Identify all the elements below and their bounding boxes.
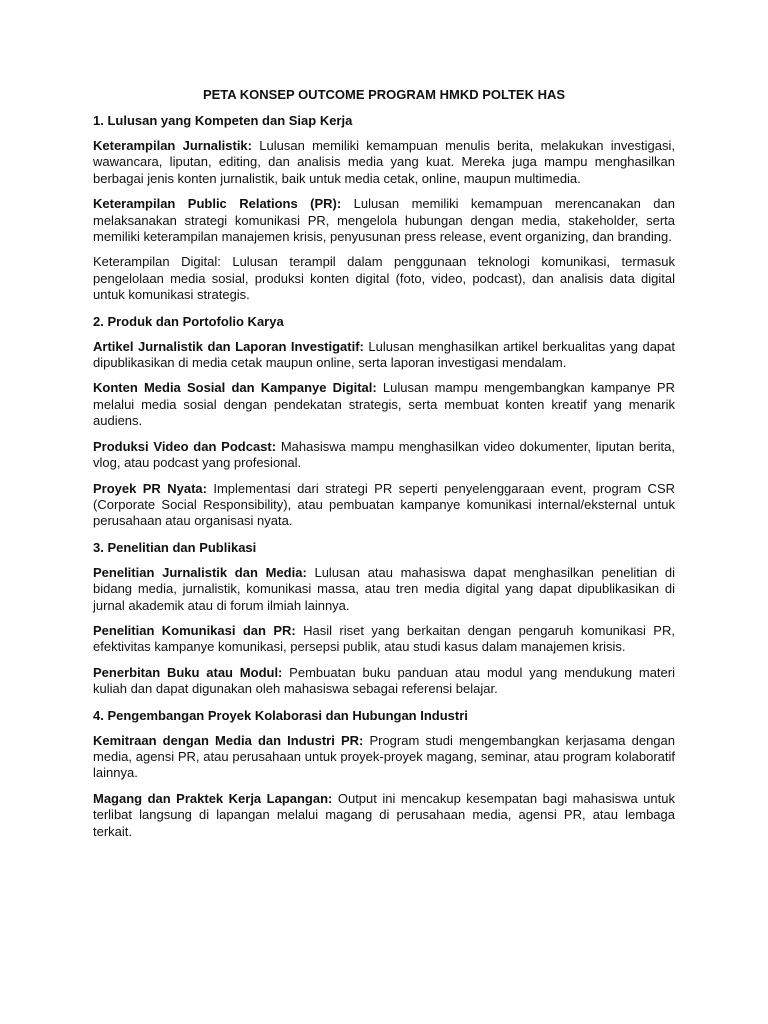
paragraph-text: Lulusan memiliki kemampuan merencanakan dan melaksanakan strategi komunikasi PR, mengelola hubungan dengan media, stakeholder, serta memiliki keterampilan manajemen krisis, penyusunan press release, event organizing, dan branding. xyxy=(93,196,675,245)
paragraph-text: Output ini mencakup kesempatan bagi mahasiswa untuk terlibat langsung di lapangan melalui magang di perusahaan media, agensi PR, atau lembaga terkait. xyxy=(93,790,675,839)
paragraph-term: Penelitian Jurnalistik dan Media: xyxy=(93,564,307,580)
paragraph-text: Lulusan menghasilkan artikel berkualitas yang dapat dipublikasikan di media cetak maupun online, serta laporan investigasi mendalam. xyxy=(93,338,675,371)
section-heading: 3. Penelitian dan Publikasi xyxy=(93,539,257,555)
paragraph-term: Keterampilan Jurnalistik: xyxy=(93,138,252,153)
paragraph-term: Penerbitan Buku atau Modul: xyxy=(93,664,283,680)
paragraph-text: Pembuatan buku panduan atau modul yang mendukung materi kuliah dan dapat digunakan oleh mahasiswa sebagai referensi belajar. xyxy=(93,664,675,697)
paragraph-text: Mahasiswa mampu menghasilkan video dokumenter, liputan berita, vlog, atau podcast yang profesional. xyxy=(93,438,675,471)
paragraph-text: Lulusan memiliki kemampuan menulis berita, melakukan investigasi, wawancara, liputan, editing, dan analisis media yang kuat. Mereka juga mampu menghasilkan berbagai jenis konten jurnalistik, baik untuk media cetak, online, maupun multimedia. xyxy=(93,138,676,186)
paragraph-proyek-pr xyxy=(93,481,675,530)
section-proyek-kolaborasi xyxy=(93,707,675,840)
paragraph-artikel-jurnalistik xyxy=(93,339,675,372)
paragraph-penelitian-jurnalistik xyxy=(93,565,675,614)
paragraph-term: Artikel Jurnalistik dan Laporan Investigatif: xyxy=(93,338,364,354)
section-lulusan-kompeten xyxy=(93,112,675,304)
paragraph-keterampilan-pr xyxy=(93,196,675,245)
section-heading: 4. Pengembangan Proyek Kolaborasi dan Hubungan Industri xyxy=(93,707,468,723)
paragraph-kemitraan-media xyxy=(93,733,675,782)
section-produk-portofolio xyxy=(93,313,675,530)
paragraph-konten-media-sosial xyxy=(93,380,675,429)
paragraph-term: Konten Media Sosial dan Kampanye Digital: xyxy=(93,380,377,396)
paragraph-term: Proyek PR Nyata: xyxy=(93,480,207,496)
paragraph-text: Lulusan atau mahasiswa dapat menghasilkan penelitian di bidang media, jurnalistik, komunikasi massa, atau tren media digital yang dapat dipublikasikan di jurnal akademik atau di forum ilmiah lainnya. xyxy=(93,564,675,613)
paragraph-term: Keterampilan Public Relations (PR): xyxy=(93,196,342,212)
paragraph-term: Produksi Video dan Podcast: xyxy=(93,438,277,454)
paragraph-term: Penelitian Komunikasi dan PR: xyxy=(93,622,296,638)
paragraph-magang xyxy=(93,791,675,840)
paragraph-penelitian-komunikasi xyxy=(93,623,675,656)
paragraph-text: Hasil riset yang berkaitan dengan pengaruh komunikasi PR, efektivitas kampanye komunikasi, persepsi publik, atau studi kasus dalam manajemen krisis. xyxy=(93,622,675,655)
paragraph-text: Lulusan mampu mengembangkan kampanye PR melalui media sosial dengan pendekatan strategis, serta membuat konten kreatif yang menarik audiens. xyxy=(93,380,675,429)
document-page xyxy=(93,86,675,849)
paragraph-text: Program studi mengembangkan kerjasama dengan media, agensi PR, atau perusahaan untuk proyek-proyek magang, seminar, atau program kolaboratif lainnya. xyxy=(93,732,675,781)
paragraph-keterampilan-jurnalistik xyxy=(93,138,675,187)
paragraph-penerbitan-buku xyxy=(93,665,675,698)
section-heading: 1. Lulusan yang Kompeten dan Siap Kerja xyxy=(93,113,353,128)
section-penelitian-publikasi xyxy=(93,539,675,698)
section-heading: 2. Produk dan Portofolio Karya xyxy=(93,313,284,329)
paragraph-term: Magang dan Praktek Kerja Lapangan: xyxy=(93,790,333,806)
document-title: PETA KONSEP OUTCOME PROGRAM HMKD POLTEK HAS xyxy=(202,87,566,102)
paragraph-term: Kemitraan dengan Media dan Industri PR: xyxy=(93,732,364,748)
paragraph-text: Implementasi dari strategi PR seperti penyelenggaraan event, program CSR (Corporate Social Responsibility), atau pembuatan kampanye komunikasi internal/eksternal untuk perusahaan atau organisasi nyata. xyxy=(93,480,675,529)
paragraph-keterampilan-digital xyxy=(93,254,675,303)
paragraph-text: Keterampilan Digital: Lulusan terampil dalam penggunaan teknologi komunikasi, termasuk pengelolaan media sosial, produksi konten digital (foto, video, podcast), dan analisis data digital untuk komunikasi strategis. xyxy=(93,254,675,303)
paragraph-produksi-video xyxy=(93,439,675,472)
